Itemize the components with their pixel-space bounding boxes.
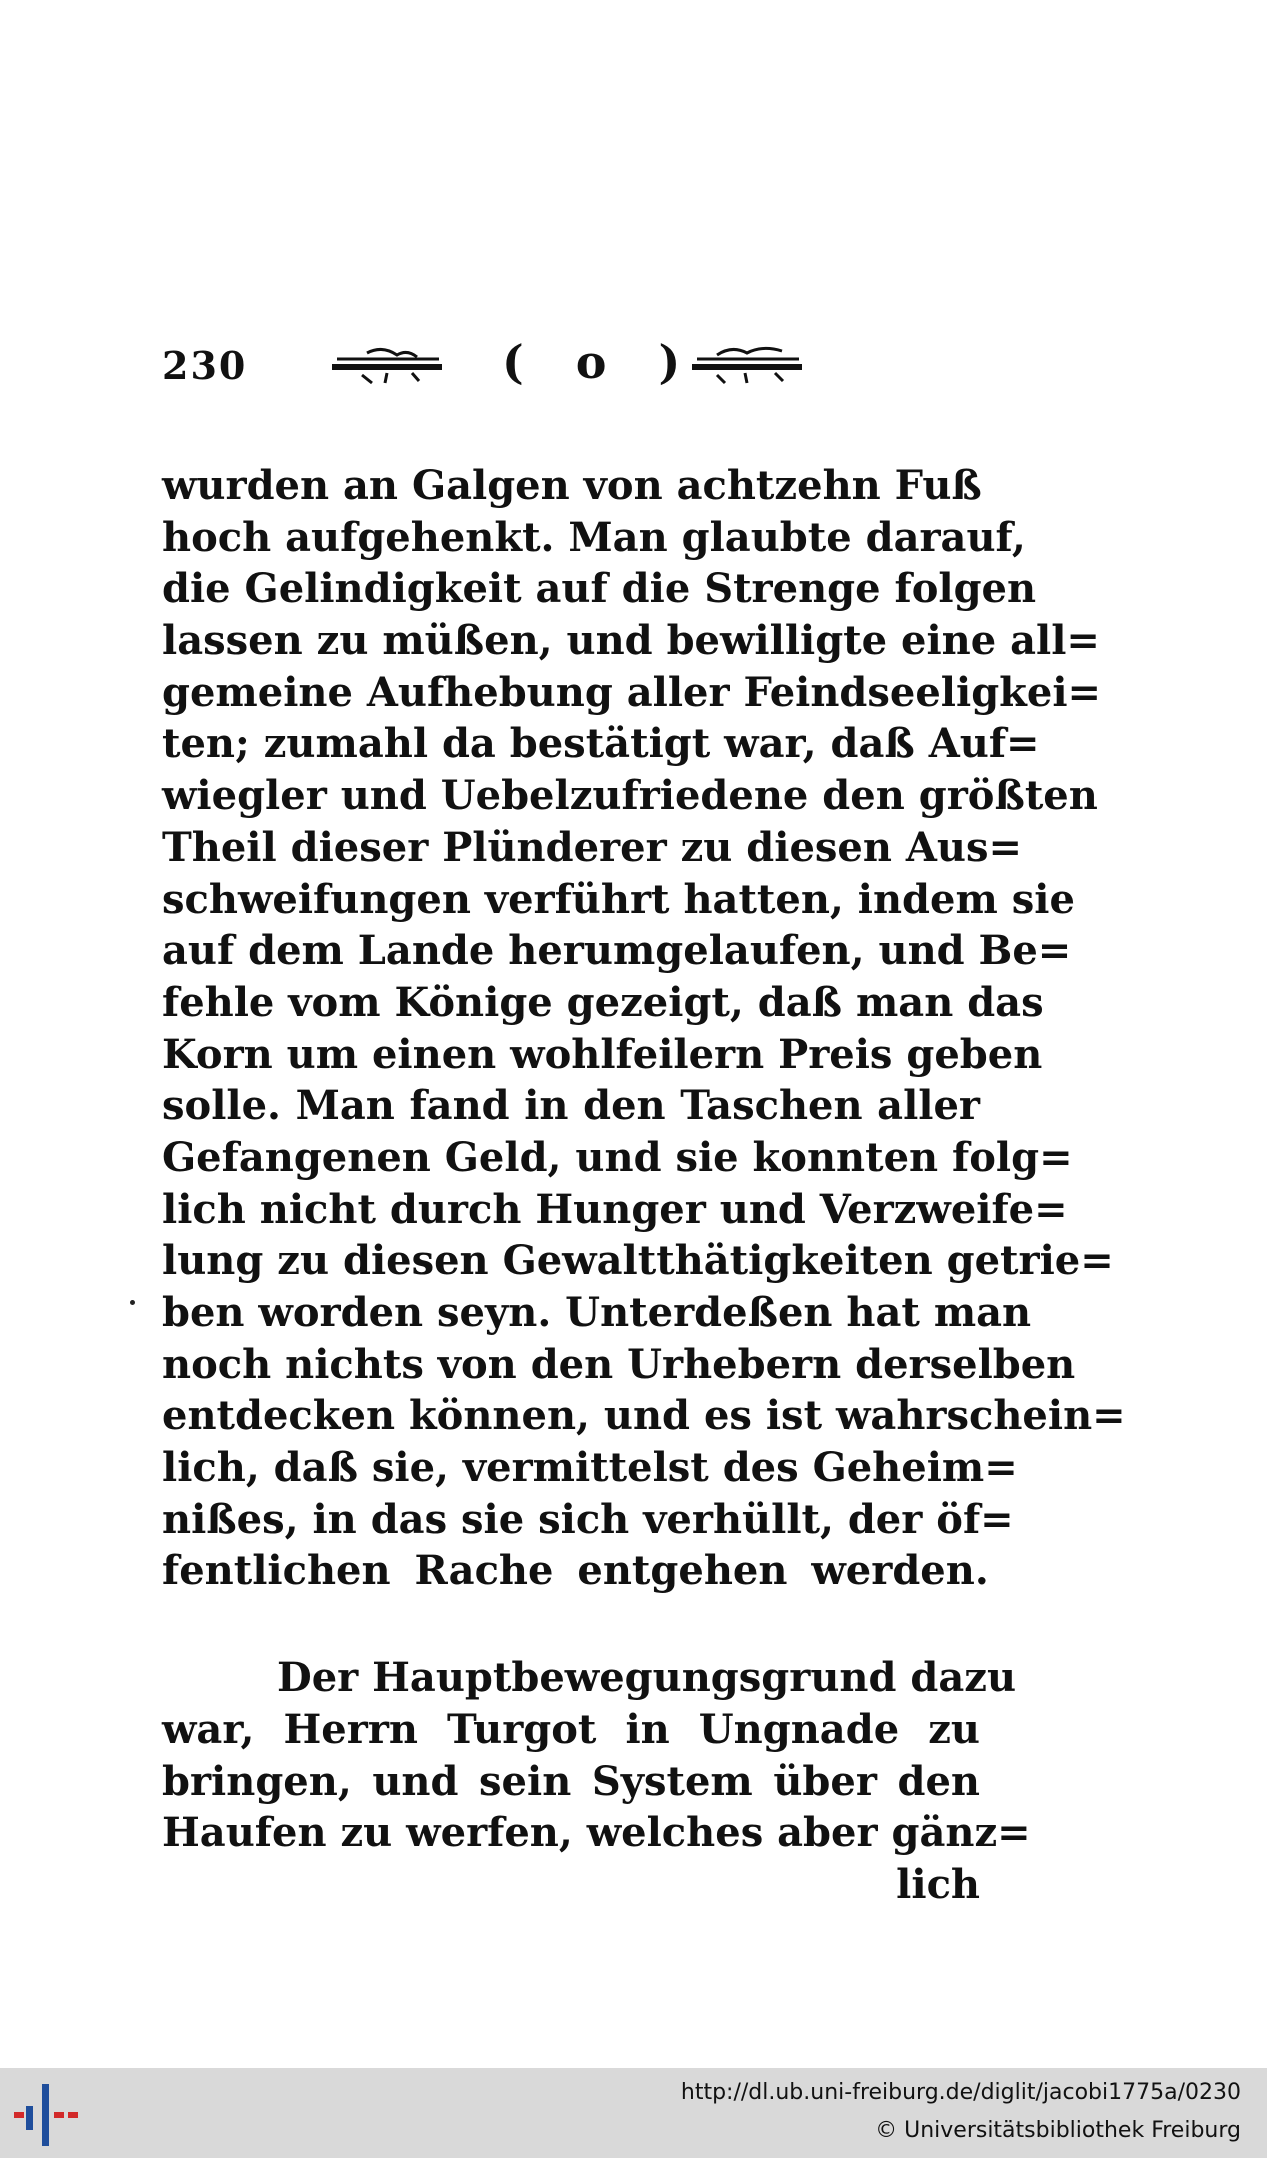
- text-line: fentlichen Rache entgehen werden.: [162, 1547, 989, 1595]
- page-number: 230: [162, 343, 248, 388]
- text-line: solle. Man fand in den Taschen aller: [162, 1082, 980, 1130]
- copyright-notice: © Universitätsbibliothek Freiburg: [875, 2118, 1241, 2143]
- paragraph-1: [162, 460, 1126, 1597]
- viewer-footer: [0, 2068, 1267, 2158]
- text-line: auf dem Lande herumgelaufen, und Be=: [162, 927, 1072, 975]
- text-line: schweifungen verführt hatten, indem sie: [162, 875, 1075, 923]
- text-line: Korn um einen wohlfeilern Preis geben: [162, 1030, 1043, 1078]
- catchword: lich: [896, 1860, 980, 1908]
- running-head: ( o ): [502, 335, 699, 389]
- text-line: lassen zu müßen, und bewilligte eine all=: [162, 617, 1100, 665]
- text-line: wurden an Galgen von achtzehn Fuß: [162, 462, 982, 509]
- text-line: hoch aufgehenkt. Man glaubte darauf,: [162, 513, 1026, 561]
- page-header: [162, 335, 822, 395]
- text-line: Der Hauptbewegungsgrund dazu: [277, 1654, 1017, 1702]
- paragraph-gap: [162, 1597, 980, 1652]
- text-line: ten; zumahl da bestätigt war, daß Auf=: [162, 720, 1040, 768]
- document-url-link[interactable]: http://dl.ub.uni-freiburg.de/diglit/jacobi1775a/0230: [680, 2080, 1241, 2105]
- text-line: die Gelindigkeit auf die Strenge folgen: [162, 565, 1037, 613]
- body-text: [162, 460, 1126, 1911]
- text-line: Theil dieser Plünderer zu diesen Aus=: [162, 823, 1023, 871]
- left-ornament-icon: [327, 345, 447, 385]
- text-line: lich nicht durch Hunger und Verzweife=: [162, 1185, 1068, 1233]
- text-line: entdecken können, und es ist wahrschein=: [162, 1392, 1126, 1440]
- text-line: bringen, und sein System über den: [162, 1757, 980, 1805]
- text-line: lung zu diesen Gewaltthätigkeiten getrie=: [162, 1237, 1114, 1285]
- text-line: gemeine Aufhebung aller Feindseeligkei=: [162, 668, 1102, 716]
- paragraph-2: [162, 1652, 1031, 1911]
- library-logo-icon: [12, 2082, 82, 2148]
- text-line: ben worden seyn. Unterdeßen hat man: [162, 1289, 1032, 1336]
- text-line: fehle vom Könige gezeigt, daß man das: [162, 978, 1044, 1026]
- text-line: Gefangenen Geld, und sie konnten folg=: [162, 1133, 1073, 1181]
- text-line: nißes, in das sie sich verhüllt, der öf=: [162, 1495, 1014, 1543]
- text-line: lich, daß sie, vermittelst des Geheim=: [162, 1444, 1018, 1492]
- text-line: war, Herrn Turgot in Ungnade zu: [162, 1705, 980, 1753]
- right-ornament-icon: [687, 345, 807, 385]
- text-line: wiegler und Uebelzufriedene den größten: [162, 772, 1098, 820]
- margin-mark: [130, 1300, 135, 1305]
- text-line: Haufen zu werfen, welches aber gänz=: [162, 1809, 1031, 1857]
- text-line: noch nichts von den Urhebern derselben: [162, 1340, 1076, 1388]
